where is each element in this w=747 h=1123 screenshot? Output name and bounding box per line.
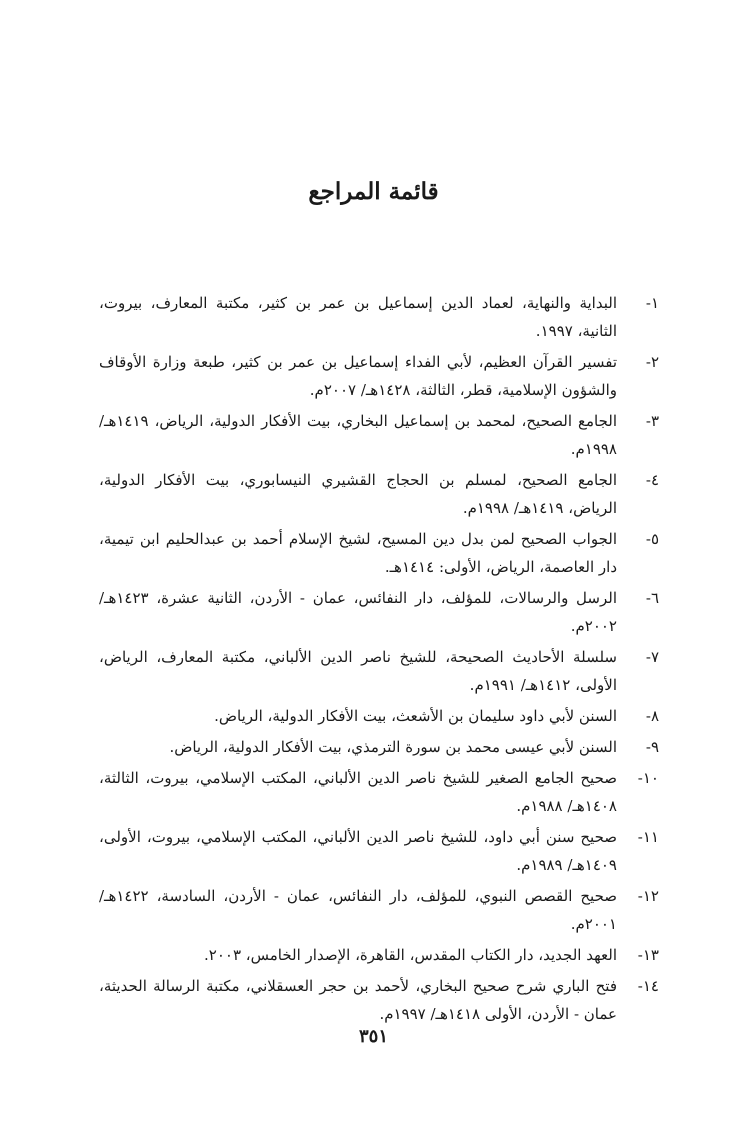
reference-number: ٥- [645,530,659,548]
reference-item [99,289,659,345]
reference-text: الرسل والرسالات، للمؤلف، دار النفائس، عمان - الأردن، الثانية عشرة، ١٤٢٣هـ/ ٢٠٠٢م. [99,589,617,635]
reference-text: السنن لأبي عيسى محمد بن سورة الترمذي، بيت الأفكار الدولية، الرياض. [169,738,617,756]
reference-item [99,972,659,1028]
reference-text: صحيح سنن أبي داود، للشيخ ناصر الدين الألباني، المكتب الإسلامي، بيروت، الأولى، ١٤٠٩هـ/ ١٩٨٩م. [99,828,617,874]
page-title: قائمة المراجع [308,178,439,205]
reference-number: ٧- [645,648,659,666]
reference-number: ٨- [645,707,659,725]
reference-number: ١٣- [637,946,659,964]
reference-item [99,733,659,761]
reference-number: ٦- [645,589,659,607]
reference-item [99,348,659,404]
reference-number: ٢- [645,353,659,371]
reference-text: الجامع الصحيح، لمحمد بن إسماعيل البخاري، بيت الأفكار الدولية، الرياض، ١٤١٩هـ/ ١٩٩٨م. [99,412,617,458]
reference-item [99,643,659,699]
reference-text: البداية والنهاية، لعماد الدين إسماعيل بن عمر بن كثير، مكتبة المعارف، بيروت، الثانية، ١٩٩٧. [99,294,617,340]
reference-item [99,525,659,581]
reference-item [99,584,659,640]
reference-number: ٩- [645,738,659,756]
reference-text: السنن لأبي داود سليمان بن الأشعث، بيت الأفكار الدولية، الرياض. [214,707,617,725]
reference-text: الجامع الصحيح، لمسلم بن الحجاج القشيري النيسابوري، بيت الأفكار الدولية، الرياض، ١٤١٩هـ/ ١٩٩٨م. [99,471,617,517]
reference-item [99,764,659,820]
reference-number: ١- [645,294,659,312]
reference-item [99,882,659,938]
reference-item [99,941,659,969]
reference-text: الجواب الصحيح لمن بدل دين المسيح، لشيخ الإسلام أحمد بن عبدالحليم ابن تيمية، دار العاصمة، الرياض، الأولى: ١٤١٤هـ. [99,530,617,576]
reference-number: ١٢- [637,887,659,905]
reference-text: صحيح الجامع الصغير للشيخ ناصر الدين الألباني، المكتب الإسلامي، بيروت، الثالثة، ١٤٠٨هـ/ ١٩٨٨م. [99,769,617,815]
reference-item [99,823,659,879]
page-number: ٣٥١ [358,1026,388,1047]
reference-number: ١١- [637,828,659,846]
reference-number: ١٤- [637,977,659,995]
reference-item [99,407,659,463]
reference-number: ٤- [645,471,659,489]
references-list [99,289,659,1031]
reference-text: صحيح القصص النبوي، للمؤلف، دار النفائس، عمان - الأردن، السادسة، ١٤٢٢هـ/ ٢٠٠١م. [99,887,617,933]
reference-text: العهد الجديد، دار الكتاب المقدس، القاهرة، الإصدار الخامس، ٢٠٠٣. [204,946,617,964]
reference-text: تفسير القرآن العظيم، لأبي الفداء إسماعيل بن عمر بن كثير، طبعة وزارة الأوقاف والشؤون الإسلامية، قطر، الثالثة، ١٤٢٨هـ/ ٢٠٠٧م. [99,353,617,399]
reference-text: فتح الباري شرح صحيح البخاري، لأحمد بن حجر العسقلاني، مكتبة الرسالة الحديثة، عمان - الأردن، الأولى ١٤١٨هـ/ ١٩٩٧م. [99,977,617,1023]
reference-number: ١٠- [637,769,659,787]
reference-number: ٣- [645,412,659,430]
reference-item [99,466,659,522]
reference-item [99,702,659,730]
reference-text: سلسلة الأحاديث الصحيحة، للشيخ ناصر الدين الألباني، مكتبة المعارف، الرياض، الأولى، ١٤١٢هـ/ ١٩٩١م. [99,648,617,694]
